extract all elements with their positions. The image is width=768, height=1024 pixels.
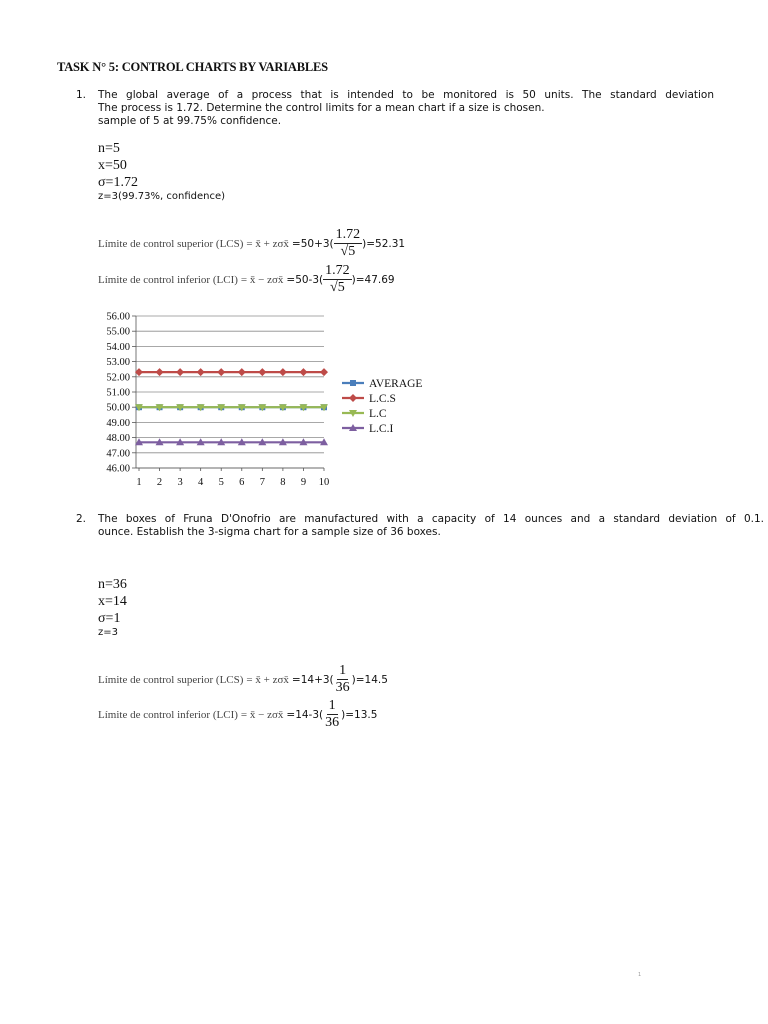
y-tick-label: 49.00 [106,417,130,429]
x-tick-label: 6 [239,477,245,488]
problem-1-n: n=5 [98,141,120,156]
problem-2-line-1: The boxes of Fruna D'Onofrio are manufactured with a capacity of 14 ounces and a standard deviation of 0.1. [98,513,764,525]
problem-2-z: z=3 [98,627,118,638]
legend-label-l-c-s: L.C.S [369,393,396,405]
y-tick-label: 52.00 [106,372,130,384]
p2-lci-expression: = x̄̄ − zσx̄ [240,708,284,721]
p2-lci-prefix: =14-3( [286,708,324,721]
x-tick-label: 4 [198,477,204,488]
y-tick-label: 56.00 [106,311,130,323]
lci-result: )=47.69 [351,273,395,286]
lcs-label: Límite de control superior (LCS) [98,237,244,250]
lcs-fraction [334,227,363,260]
lcs-expression: = x̄̄ + zσx̄ [246,237,289,250]
lci-prefix: =50-3( [286,273,324,286]
p2-lci-fraction [323,698,341,731]
p2-lcs-fraction-numerator: 1 [339,663,347,678]
x-tick-label: 10 [318,477,330,488]
x-tick-label: 5 [218,477,224,488]
data-point-l-c-s [299,368,307,376]
problem-1-z: z=3(99.73%, confidence) [98,191,226,202]
lci-label: Límite de control inferior (LCI) [98,273,238,286]
page-title: TASK N° 5: CONTROL CHARTS BY VARIABLES [57,60,328,74]
lci-fraction [323,263,352,296]
legend-label-l-c-i: L.C.I [369,423,394,435]
problem-2-lci-formula [98,698,377,731]
problem-1-sigma: σ=1.72 [98,175,138,190]
data-point-l-c-s [176,368,184,376]
lcs-fraction-numerator: 1.72 [335,227,361,242]
lci-fraction-denominator: √5 [330,280,345,295]
p2-lci-fraction-numerator: 1 [328,698,336,713]
legend-marker-l-c-s [349,394,357,402]
p2-lci-label: Límite de control inferior (LCI) [98,708,238,721]
p2-lcs-result: )=14.5 [351,673,388,686]
page-number: 1 [638,972,642,978]
problem-1-line-2: The process is 1.72. Determine the control limits for a mean chart if a size is chosen. [98,102,545,114]
y-tick-label: 46.00 [106,463,130,475]
problem-1-lci-formula [98,263,395,296]
y-tick-label: 54.00 [106,341,130,353]
problem-1-line-1: The global average of a process that is intended to be monitored is 50 units. The standard deviation [98,89,714,101]
data-point-l-c-s [238,368,246,376]
y-tick-label: 51.00 [106,387,130,399]
problem-1-line-3: sample of 5 at 99.75% confidence. [98,115,282,127]
x-tick-label: 8 [280,477,286,488]
problem-2-number: 2. [76,513,87,525]
problem-1-x: x=50 [98,158,127,173]
data-point-l-c-s [197,368,205,376]
p2-lci-result: )=13.5 [341,708,378,721]
p2-lcs-prefix: =14+3( [291,673,334,686]
problem-2-n: n=36 [98,577,127,592]
p2-lcs-label: Límite de control superior (LCS) [98,673,244,686]
lci-fraction-numerator: 1.72 [325,263,350,278]
legend-label-l-c: L.C [369,408,387,420]
x-tick-label: 7 [259,477,265,488]
x-tick-label: 2 [156,477,163,488]
control-chart [95,308,435,498]
lci-expression: = x̄̄ − zσx̄ [240,273,284,286]
data-point-l-c-s [258,368,266,376]
y-tick-label: 53.00 [106,357,130,369]
p2-lcs-fraction [334,663,352,696]
data-point-l-c-s [217,368,225,376]
p2-lci-fraction-denominator: 36 [325,715,340,730]
problem-2-x: x=14 [98,594,127,609]
problem-2-sigma: σ=1 [98,611,121,626]
data-point-l-c-s [156,368,164,376]
legend-label-average: AVERAGE [369,378,423,390]
p2-lcs-fraction-denominator: 36 [335,680,350,695]
y-tick-label: 48.00 [106,433,130,445]
x-tick-label: 1 [136,477,142,488]
data-point-l-c-s [279,368,287,376]
y-tick-label: 47.00 [106,448,130,460]
problem-1-number: 1. [76,89,87,101]
y-tick-label: 55.00 [106,326,130,338]
problem-1-lcs-formula [98,227,405,260]
x-tick-label: 3 [177,477,183,488]
lcs-result: )=52.31 [362,237,406,250]
legend-marker-average [350,380,356,386]
y-tick-label: 50.00 [106,402,130,414]
problem-2-line-2: ounce. Establish the 3-sigma chart for a sample size of 36 boxes. [98,526,441,538]
p2-lcs-expression: = x̄̄ + zσx̄ [246,673,289,686]
data-point-l-c-s [320,368,328,376]
problem-2-lcs-formula [98,663,388,696]
lcs-fraction-denominator: √5 [340,244,356,259]
lcs-prefix: =50+3( [291,237,334,250]
x-tick-label: 9 [300,477,307,488]
